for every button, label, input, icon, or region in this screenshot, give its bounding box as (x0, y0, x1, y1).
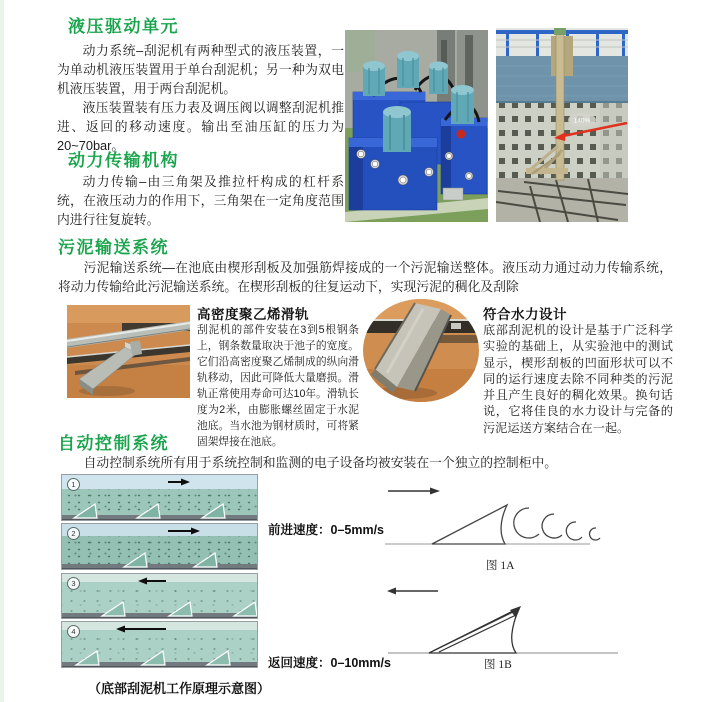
panel-2-overlay (62, 524, 258, 570)
hydraulic-para-2: 液压装置装有压力表及调压阀以调整刮泥机推进、返回的移动速度。输出至油压缸的压力为20~70bar。 (57, 100, 344, 153)
section-title-control: 自动控制系统 (58, 434, 169, 453)
control-paragraph-wrap (58, 453, 673, 472)
return-speed-label: 返回速度：0–10mm/s (268, 656, 391, 670)
rail-illustration (67, 305, 190, 398)
scraper-profile-illustration (363, 299, 479, 402)
rail-subheading: 高密度聚乙烯滑轨 (197, 307, 309, 322)
red-valve-knob (457, 130, 466, 139)
figure-1a (383, 478, 641, 556)
figure-1a-drawing (383, 478, 641, 556)
test-tank-photo (496, 28, 628, 222)
test-tank-illustration (496, 28, 628, 222)
panel-3-number: 3 (67, 577, 80, 590)
panel-4-overlay (62, 622, 258, 668)
diagram-caption: （底部刮泥机工作原理示意图） (88, 681, 271, 696)
section-title-power: 动力传输机构 (68, 151, 179, 170)
section-title-hydraulic: 液压驱动单元 (68, 17, 179, 36)
panel-4-number: 4 (67, 625, 80, 638)
panel-3-overlay (62, 574, 258, 619)
forward-speed-label: 前进速度：0–5mm/s (268, 523, 385, 537)
hydraulic-unit-photo (345, 30, 488, 222)
control-para: 自动控制系统所有用于系统控制和监测的电子设备均被安装在一个独立的控制柜中。 (83, 455, 558, 470)
right-arrow (181, 479, 190, 486)
hydraulic-unit-illustration (345, 30, 488, 222)
principle-panel-1 (61, 474, 258, 521)
sludge-curls (514, 508, 600, 540)
panel-1-overlay (62, 475, 258, 521)
wedge-outline (432, 505, 507, 544)
working-principle-diagram (61, 474, 258, 668)
figure-1b (383, 583, 623, 658)
section-title-sludge: 污泥输送系统 (58, 238, 169, 257)
left-arrow (387, 588, 396, 595)
hydro-design-subheading: 符合水力设计 (483, 307, 567, 322)
panel-1-number: 1 (67, 478, 80, 491)
left-arrow (116, 626, 125, 633)
annotation-bubble-text: 140% (573, 117, 591, 125)
sludge-paragraph-wrap (58, 258, 672, 296)
figure-1b-label: 图 1B (484, 659, 512, 671)
scraper-profile-photo (363, 299, 479, 402)
principle-panel-4 (61, 621, 258, 668)
right-arrow (191, 528, 200, 535)
lift-arrow (435, 612, 516, 652)
power-paragraph-wrap (57, 172, 344, 229)
page-edge-strip (0, 0, 4, 702)
principle-panel-2 (61, 523, 258, 570)
hydraulic-paragraphs (57, 41, 344, 155)
rail-paragraph: 刮泥机的部件安装在3到5根钢条上，钢条数量取决于池子的宽度。它们沿高密度聚乙烯制成的纵向滑轨移动，因此可降低大量磨损。滑轨正常使用寿命可达10年。滑轨长度为2米，由膨胀螺丝固定于水泥池底。当水池为钢材质时，可将紧固架焊接在池底。 (197, 324, 359, 448)
figure-1b-drawing (383, 583, 623, 658)
sludge-para: 污泥输送系统—在池底由楔形刮板及加强筋焊接成的一个污泥输送整体。液压动力通过动力传输系统，将动力传输给此污泥输送系统。在楔形刮板的往复运动下，实现污泥的稠化及刮除 (58, 260, 672, 294)
hydraulic-para-1: 动力系统–刮泥机有两种型式的液压装置，一为单动机液压装置用于单台刮泥机；另一种为双电机液压装置，用于两台刮泥机。 (57, 43, 344, 96)
hydro-design-paragraph: 底部刮泥机的设计是基于广泛科学实验的基础上，从实验池中的测试显示，楔形刮板的凹面形状可以不同的运行速度去除不同种类的污泥并且产生良好的稠化效果。换句话说，它将佳良的水力设计与完备的污泥运送方案结合在一起。 (483, 323, 673, 435)
panel-2-number: 2 (67, 527, 80, 540)
figure-1a-label: 图 1A (486, 560, 515, 572)
power-para: 动力传输–由三角架及推拉杆构成的杠杆系统，在液压动力的作用下，三角架在一定角度范围内进行往复旋转。 (57, 174, 344, 227)
lift-arrowhead (510, 606, 521, 618)
left-arrow (138, 578, 147, 585)
right-arrow (430, 488, 440, 495)
principle-panel-3 (61, 573, 258, 619)
rail-photo (67, 305, 190, 398)
